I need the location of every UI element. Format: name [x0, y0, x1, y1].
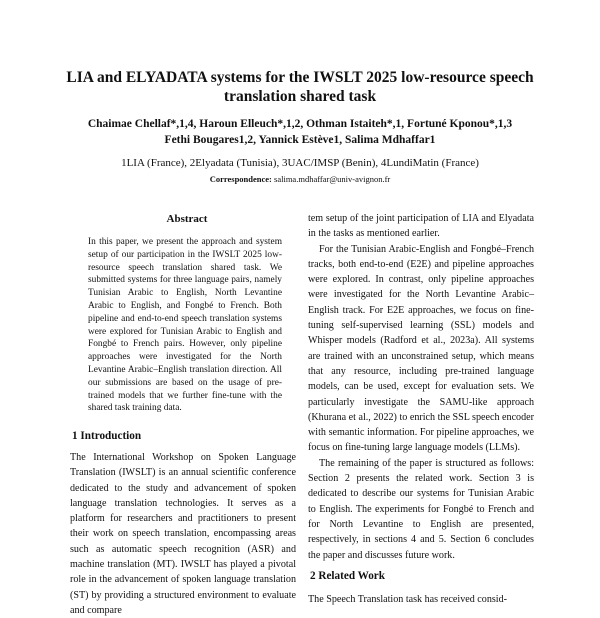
correspondence: [40, 174, 560, 184]
abstract-text: In this paper, we present the approach and system setup of our participation in the IWSLT 2025 low-resource speech translation shared task. We submitted systems for three language pairs, namely Tunisian Arabic to English, North Levantine Arabic to English, and Fongbé to French. Both pipeline and end-to-end speech translation systems were explored for Tunisian Arabic to English and Fongbé to French pairs. However, only pipeline approaches were investigated for the North Levantine Arabic–English translation direction. All our submissions are based on the usage of pre-trained models that we further fine-tune with the shared task training data.: [88, 237, 282, 414]
authors-line-1: Chaimae Chellaf*,1,4, Haroun Elleuch*,1,2, Othman Istaiteh*,1, Fortuné Kponou*,1,3: [87, 118, 513, 130]
right-column: [308, 211, 534, 563]
correspondence-email: salima.mdhaffar@univ-avignon.fr: [274, 174, 391, 184]
abstract-heading: Abstract: [166, 213, 208, 225]
author-list: [40, 116, 560, 148]
title-line-1: LIA and ELYADATA systems for the IWSLT 2025 low-resource speech: [66, 69, 534, 86]
related-work-text: The Speech Translation task has received consid-: [308, 594, 508, 605]
correspondence-label: Correspondence:: [209, 174, 272, 184]
affiliations: 1LIA (France), 2Elyadata (Tunisia), 3UAC/IMSP (Benin), 4LundiMatin (France): [121, 157, 479, 169]
related-work-heading: 2 Related Work: [310, 570, 385, 582]
right-paragraph-2: For the Tunisian Arabic-English and Fongbé–French tracks, both end-to-end (E2E) and pipeline approaches were explored. In contrast, only pipeline approaches were investigated for the North Levantine Arabic–English track. For E2E approaches, we focus on fine-tuning self-supervised learning (SSL) models and Whisper models (Radford et al., 2023a). All systems are trained with an unconstrained setup, which means that any resource, including pre-trained language models, can be used, except for evaluation sets. We particularly investigate the SAMU-like approach (Khurana et al., 2022) to enrich the SSL speech encoder with semantic information. For pipeline approaches, we focus on fine-tuning large language models (LLMs).: [308, 243, 534, 454]
introduction-text: [70, 450, 296, 618]
authors-line-2: Fethi Bougares1,2, Yannick Estève1, Salima Mdhaffar1: [164, 134, 436, 146]
title-line-2: translation shared task: [223, 88, 377, 105]
right-paragraph-1: tem setup of the joint participation of LIA and Elyadata in the tasks as mentioned earlier.: [308, 213, 534, 240]
introduction-paragraph: The International Workshop on Spoken Language Translation (IWSLT) is an annual scientific conference dedicated to the study and advancement of spoken language translation technologies. It serves as a platform for researchers and practitioners to present their work on speech translation, encompassing areas such as automatic speech recognition (ASR) and machine translation (MT). IWSLT has played a pivotal role in the advancement of spoken language translation (ST) by providing a structured environment to evaluate and compare: [70, 452, 296, 616]
right-paragraph-3: The remaining of the paper is structured as follows: Section 2 presents the related work. Section 3 is dedicated to describe our systems for Tunisian Arabic to English. The experiments for Fongbé to French and for North Levantine to English are presented, respectively, in sections 4 and 5. Section 6 concludes the paper and discusses future work.: [308, 457, 534, 561]
introduction-heading: 1 Introduction: [72, 430, 142, 442]
paper-title: [40, 68, 560, 106]
